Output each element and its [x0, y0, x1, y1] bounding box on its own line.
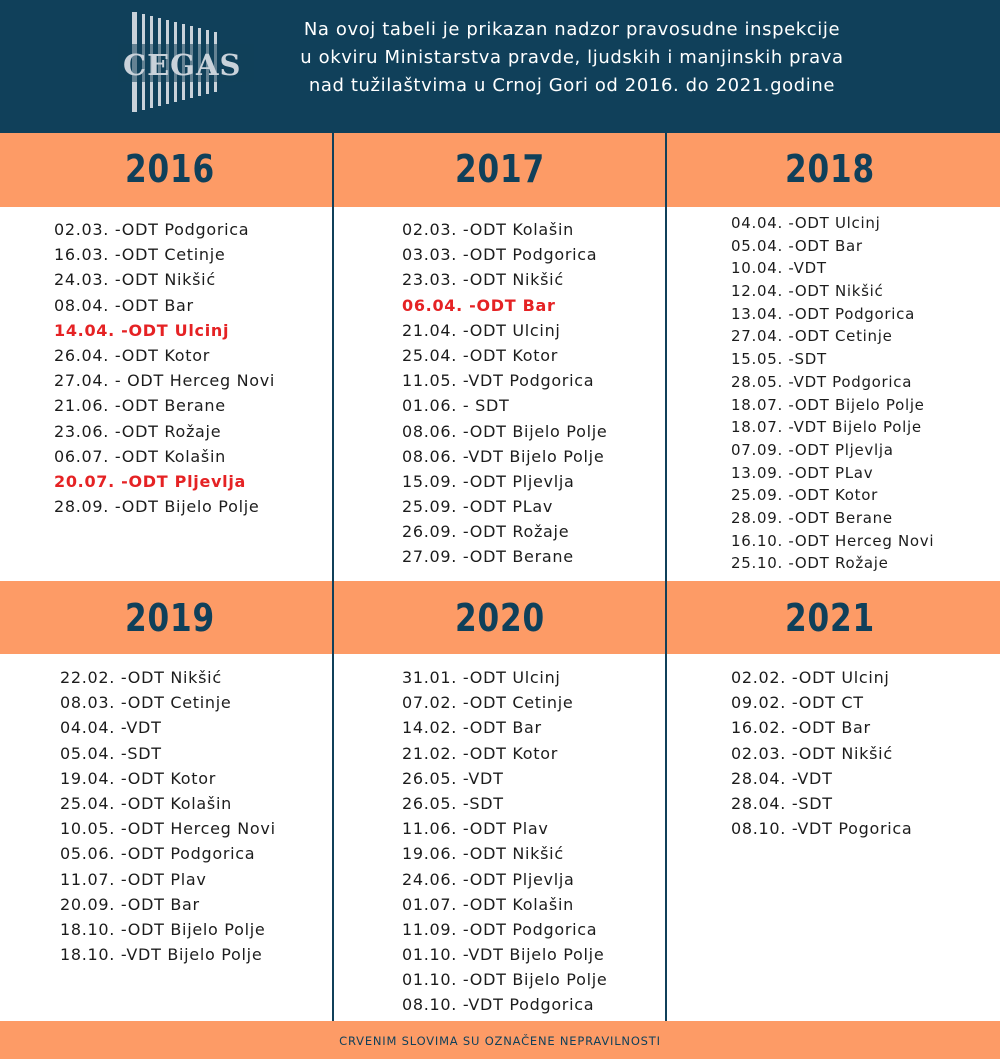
inspection-entry: 24.03. -ODT Nikšić	[54, 270, 216, 290]
inspection-entry: 28.04. -VDT	[731, 768, 833, 788]
inspection-entry: 10.05. -ODT Herceg Novi	[60, 819, 276, 839]
inspection-entry: 02.03. -ODT Nikšić	[731, 743, 893, 763]
inspection-entry: 07.02. -ODT Cetinje	[402, 693, 574, 713]
inspection-entry: 01.10. -VDT Bijelo Polje	[402, 945, 605, 965]
year-heading-2019: 2019	[124, 596, 215, 640]
inspection-entry: 11.09. -ODT Podgorica	[402, 919, 598, 939]
inspection-entry: 13.09. -ODT PLav	[731, 463, 874, 482]
header-line: Na ovoj tabeli je prikazan nadzor pravosudne inspekcije	[303, 19, 841, 40]
inspection-entry: 11.07. -ODT Plav	[60, 869, 207, 889]
inspection-entry: 21.04. -ODT Ulcinj	[402, 320, 561, 340]
year-heading-2021: 2021	[784, 596, 875, 640]
inspection-entry: 25.09. -ODT PLav	[402, 497, 554, 517]
inspection-entry: 15.05. -SDT	[731, 350, 827, 369]
inspection-entry: 06.04. -ODT Bar	[402, 295, 556, 315]
inspection-entry: 13.04. -ODT Podgorica	[731, 304, 915, 323]
inspection-entry: 08.10. -VDT Podgorica	[402, 995, 595, 1015]
inspection-entry: 09.02. -ODT CT	[731, 693, 864, 713]
inspection-entry: 18.07. -VDT Bijelo Polje	[731, 418, 922, 437]
inspection-entry: 26.09. -ODT Rožaje	[402, 522, 570, 542]
inspection-entry: 04.04. -VDT	[60, 718, 162, 738]
inspection-entry: 19.04. -ODT Kotor	[60, 768, 216, 788]
logo-text: CEGAS	[123, 48, 242, 82]
year-heading-2017: 2017	[454, 147, 545, 191]
inspection-entry: 28.04. -SDT	[731, 793, 833, 813]
inspection-entry: 11.06. -ODT Plav	[402, 819, 549, 839]
inspection-entry: 25.10. -ODT Rožaje	[731, 554, 889, 573]
inspection-list-2017	[402, 217, 607, 570]
inspection-entry: 01.07. -ODT Kolašin	[402, 894, 574, 914]
inspection-entry: 07.09. -ODT Pljevlja	[731, 440, 894, 459]
inspection-entry: 05.04. -SDT	[60, 743, 162, 763]
inspection-list-2019	[60, 665, 276, 967]
inspection-entry: 18.10. -ODT Bijelo Polje	[60, 919, 266, 939]
footer-band	[0, 1021, 1000, 1059]
inspection-entry: 26.05. -VDT	[402, 768, 504, 788]
inspection-entry: 16.02. -ODT Bar	[731, 718, 871, 738]
inspection-entry: 08.06. -VDT Bijelo Polje	[402, 446, 605, 466]
inspection-entry: 28.05. -VDT Podgorica	[731, 372, 913, 391]
header-banner	[0, 0, 1000, 133]
inspection-entry: 20.09. -ODT Bar	[60, 894, 200, 914]
inspection-entry: 05.06. -ODT Podgorica	[60, 844, 256, 864]
column-divider	[332, 133, 334, 1021]
inspection-entry: 18.10. -VDT Bijelo Polje	[60, 945, 263, 965]
inspection-list-2020	[402, 665, 607, 1018]
inspection-entry: 19.06. -ODT Nikšić	[402, 844, 564, 864]
inspection-entry: 16.10. -ODT Herceg Novi	[731, 531, 935, 550]
inspection-entry: 28.09. -ODT Bijelo Polje	[54, 497, 260, 517]
inspection-entry: 20.07. -ODT Pljevlja	[54, 471, 247, 491]
inspection-entry: 01.06. - SDT	[402, 396, 510, 416]
inspection-entry: 25.04. -ODT Kolašin	[60, 793, 232, 813]
inspection-entry: 18.07. -ODT Bijelo Polje	[731, 395, 925, 414]
inspection-entry: 12.04. -ODT Nikšić	[731, 282, 884, 301]
inspection-entry: 27.04. -ODT Cetinje	[731, 327, 893, 346]
inspection-entry: 15.09. -ODT Pljevlja	[402, 471, 575, 491]
inspection-entry: 01.10. -ODT Bijelo Polje	[402, 970, 608, 990]
year-heading-2018: 2018	[784, 147, 875, 191]
inspection-entry: 05.04. -ODT Bar	[731, 236, 863, 255]
inspection-entry: 08.06. -ODT Bijelo Polje	[402, 421, 608, 441]
inspection-entry: 08.10. -VDT Pogorica	[731, 819, 913, 839]
header-description	[262, 16, 882, 100]
header-line: u okviru Ministarstva pravde, ljudskih i manjinskih prava	[300, 47, 844, 68]
inspection-entry: 14.04. -ODT Ulcinj	[54, 320, 230, 340]
footer-note: CRVENIM SLOVIMA SU OZNAČENE NEPRAVILNOSTI	[339, 1034, 661, 1048]
inspection-entry: 25.09. -ODT Kotor	[731, 486, 878, 505]
cegas-logo	[118, 10, 258, 116]
inspection-entry: 11.05. -VDT Podgorica	[402, 371, 595, 391]
inspection-entry: 23.03. -ODT Nikšić	[402, 270, 564, 290]
year-heading-2016: 2016	[124, 147, 215, 191]
inspection-entry: 21.06. -ODT Berane	[54, 396, 226, 416]
inspection-entry: 22.02. -ODT Nikšić	[60, 668, 222, 687]
inspection-entry: 26.05. -SDT	[402, 793, 504, 813]
inspection-entry: 16.03. -ODT Cetinje	[54, 245, 226, 265]
inspection-entry: 25.04. -ODT Kotor	[402, 345, 558, 365]
inspection-entry: 02.02. -ODT Ulcinj	[731, 668, 890, 687]
inspection-entry: 06.07. -ODT Kolašin	[54, 446, 226, 466]
inspection-entry: 02.03. -ODT Podgorica	[54, 220, 250, 239]
inspection-entry: 14.02. -ODT Bar	[402, 718, 542, 738]
inspection-entry: 27.04. - ODT Herceg Novi	[54, 371, 276, 391]
inspection-entry: 21.02. -ODT Kotor	[402, 743, 558, 763]
inspection-entry: 26.04. -ODT Kotor	[54, 345, 210, 365]
column-divider	[665, 133, 667, 1021]
inspection-entry: 28.09. -ODT Berane	[731, 508, 893, 527]
inspection-entry: 02.03. -ODT Kolašin	[402, 220, 574, 239]
inspection-list-2018	[731, 212, 934, 575]
year-heading-2020: 2020	[454, 596, 545, 640]
inspection-entry: 03.03. -ODT Podgorica	[402, 245, 598, 265]
header-line: nad tužilaštvima u Crnoj Gori od 2016. do 2021.godine	[308, 75, 836, 96]
inspection-list-2021	[731, 665, 912, 841]
inspection-entry: 08.04. -ODT Bar	[54, 295, 194, 315]
inspection-entry: 31.01. -ODT Ulcinj	[402, 668, 561, 687]
inspection-entry: 08.03. -ODT Cetinje	[60, 693, 232, 713]
inspection-entry: 10.04. -VDT	[731, 259, 827, 278]
inspection-list-2016	[54, 217, 275, 519]
inspection-entry: 23.06. -ODT Rožaje	[54, 421, 222, 441]
inspection-entry: 24.06. -ODT Pljevlja	[402, 869, 575, 889]
inspection-entry: 27.09. -ODT Berane	[402, 547, 574, 567]
inspection-entry: 04.04. -ODT Ulcinj	[731, 214, 881, 232]
